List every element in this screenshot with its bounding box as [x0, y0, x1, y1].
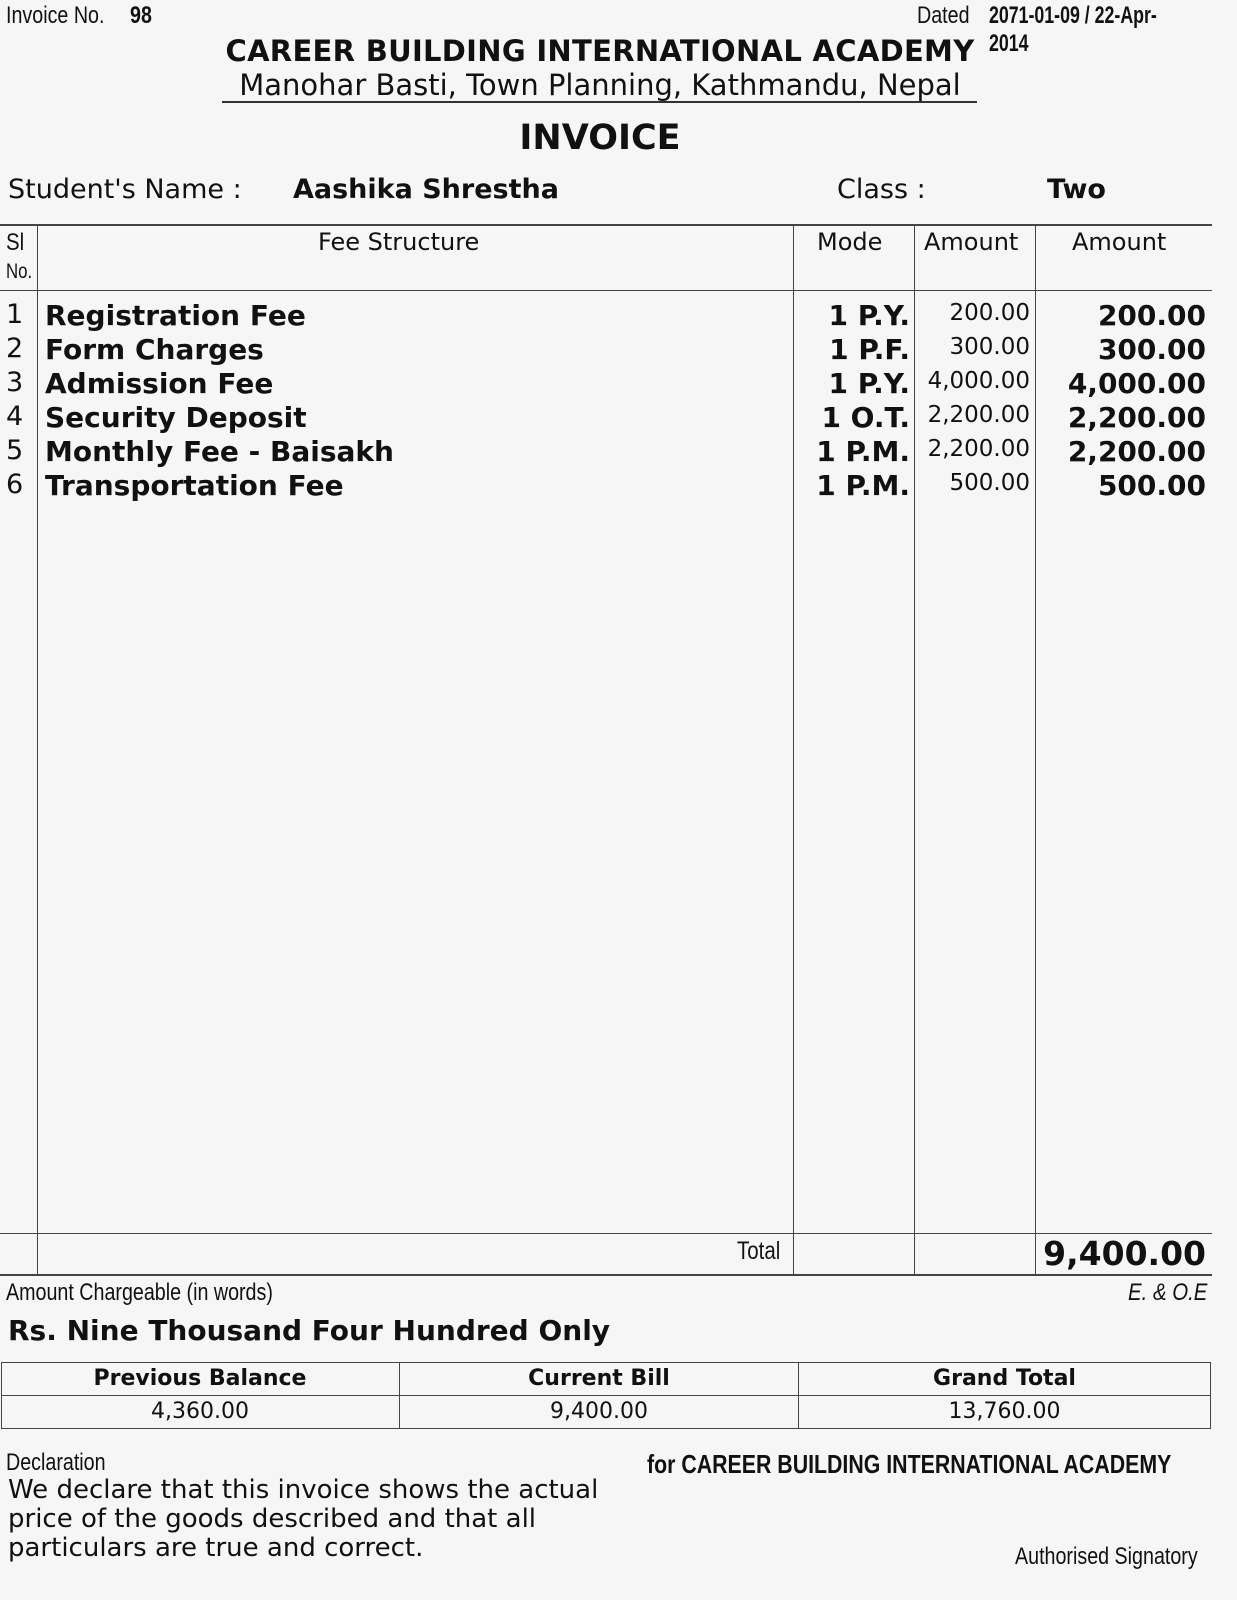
row-amount: 2,200.00: [1067, 435, 1206, 468]
current-bill-label: Current Bill: [528, 1366, 670, 1391]
address-underline: [222, 101, 977, 103]
row-mode: 1 O.T.: [821, 401, 910, 434]
grand-total: 13,760.00: [948, 1399, 1061, 1424]
summary-right-border: [1210, 1362, 1211, 1429]
authorised-signatory: Authorised Signatory: [1015, 1543, 1198, 1570]
dated-label: Dated: [917, 2, 970, 29]
table-row: [0, 299, 1237, 333]
invoice-date: 2071-01-09 / 22-Apr-2014: [989, 2, 1157, 57]
invoice-number: 98: [130, 2, 152, 29]
row-amount: 300.00: [1097, 333, 1206, 366]
row-sl: 2: [6, 333, 24, 364]
student-name: Aashika Shrestha: [293, 174, 559, 205]
grand-total-label: Grand Total: [933, 1366, 1076, 1391]
row-sl: 3: [6, 367, 24, 398]
row-mode: 1 P.M.: [816, 469, 910, 502]
row-description: Security Deposit: [45, 401, 307, 434]
total-label: Total: [737, 1237, 781, 1265]
for-organization: for CAREER BUILDING INTERNATIONAL ACADEMY: [647, 1449, 1172, 1479]
organization-address: Manohar Basti, Town Planning, Kathmandu, Nepal: [239, 68, 961, 102]
previous-balance-label: Previous Balance: [93, 1366, 307, 1391]
declaration-label: Declaration: [6, 1449, 106, 1476]
eoe-text: E. & O.E: [1127, 1279, 1207, 1306]
organization-name: CAREER BUILDING INTERNATIONAL ACADEMY: [225, 34, 975, 68]
previous-balance: 4,360.00: [151, 1399, 249, 1424]
table-row: [0, 435, 1237, 469]
declaration-text: We declare that this invoice shows the actual price of the goods described and that all particulars are true and correct.: [8, 1475, 599, 1563]
student-name-label: Student's Name :: [8, 174, 242, 205]
header-fee-structure: Fee Structure: [318, 228, 480, 256]
table-total-divider: [0, 1233, 1212, 1234]
row-sl: 1: [6, 299, 24, 330]
invoice-number-label: Invoice No.: [6, 2, 105, 29]
row-description: Registration Fee: [45, 299, 306, 332]
summary-bottom-border: [1, 1428, 1210, 1429]
summary-top-border: [1, 1362, 1210, 1363]
row-sl: 6: [6, 469, 24, 500]
row-description: Form Charges: [45, 333, 264, 366]
summary-middle-border: [1, 1395, 1210, 1396]
row-amount: 200.00: [1097, 299, 1206, 332]
row-sl: 4: [6, 401, 24, 432]
row-rate: 2,200.00: [927, 436, 1030, 462]
row-rate: 300.00: [949, 334, 1030, 360]
header-no: No.: [6, 260, 33, 283]
row-mode: 1 P.F.: [829, 333, 910, 366]
row-mode: 1 P.Y.: [828, 299, 910, 332]
current-bill: 9,400.00: [550, 1399, 648, 1424]
errors-omissions-excepted: [1080, 1279, 1207, 1307]
row-rate: 2,200.00: [927, 402, 1030, 428]
row-sl: 5: [6, 435, 24, 466]
header-sl: Sl: [6, 229, 25, 256]
table-row: [0, 469, 1237, 503]
row-description: Transportation Fee: [45, 469, 344, 502]
row-description: Monthly Fee - Baisakh: [45, 435, 394, 468]
header-amount: Amount: [1072, 228, 1167, 256]
total-amount: 9,400.00: [1043, 1234, 1206, 1273]
table-header-divider: [0, 290, 1212, 291]
document-title: INVOICE: [519, 118, 681, 158]
header-mode: Mode: [817, 228, 883, 256]
row-amount: 500.00: [1097, 469, 1206, 502]
table-row: [0, 367, 1237, 401]
class-label: Class :: [837, 174, 926, 205]
header-amount-rate: Amount: [924, 228, 1019, 256]
table-row: [0, 333, 1237, 367]
row-rate: 4,000.00: [927, 368, 1030, 394]
table-row: [0, 401, 1237, 435]
table-bottom-border: [0, 1274, 1212, 1276]
row-mode: 1 P.M.: [816, 435, 910, 468]
row-amount: 4,000.00: [1067, 367, 1206, 400]
row-rate: 200.00: [949, 300, 1030, 326]
row-mode: 1 P.Y.: [828, 367, 910, 400]
row-description: Admission Fee: [45, 367, 274, 400]
amount-in-words: Rs. Nine Thousand Four Hundred Only: [8, 1314, 611, 1347]
row-rate: 500.00: [949, 470, 1030, 496]
amount-words-label: Amount Chargeable (in words): [6, 1279, 273, 1306]
table-top-border: [0, 224, 1212, 226]
student-class: Two: [1047, 174, 1106, 205]
row-amount: 2,200.00: [1067, 401, 1206, 434]
